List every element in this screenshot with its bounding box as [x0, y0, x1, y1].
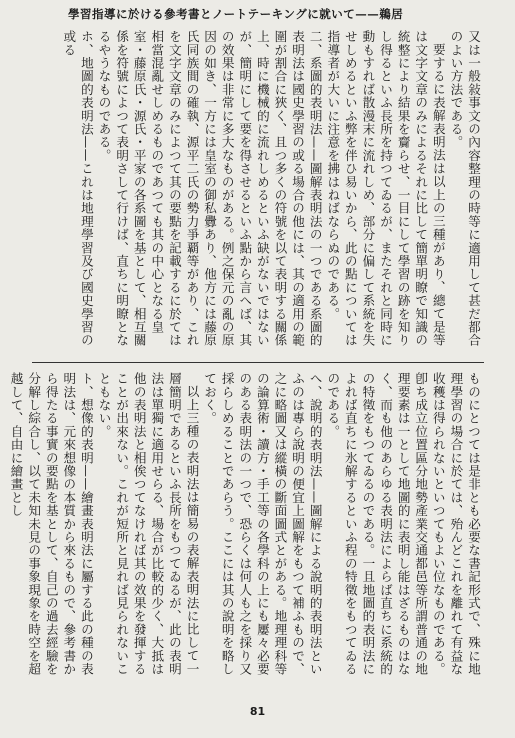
paragraph: ものにとつては是非とも必要な書記形式で、殊に地理學習の場合に於ては、殆んどこれを離れて有益な收穫は得られないといつてもよい位なものである。卽ち成立位置區分地勢產業交通都邑等所謂普通の地理要素は一として地圖的に表明し能はざるものはなく、而も他のあらゆる表明法によらば直ちに系統的の特徵をもつてゐるのである。一且地圖的表明法によれば直ちに氷解するといふ程の特徵をもつてゐるのである。 [325, 372, 481, 676]
paragraph: へ、說明的表明法——圖解による說明的表明法といふのは專ら說明の便宜上圖解をもつて補ふもので、之に略圖又は縱橫の斷面圖式とがある。地理理科等の論算術・讀方・手工等の各學科の上にも屢々必要のある表明法の一つで、恐らくは何人も之を採り又採らしめることであらう。ここには其の說明を略しておく。 [202, 372, 323, 676]
paragraph: ホ、地圖的表明法——これは地理學習及び國史學習の或る [61, 30, 94, 347]
paragraph: 又は一般敍事文の內容整理の時等に適用して甚だ都合のよい方法である。 [448, 30, 481, 347]
page-number: 81 [249, 705, 266, 718]
running-header [0, 4, 515, 22]
running-title: 學習指導に於ける參考書とノートテーキングに就いて——鵜居 [68, 7, 404, 21]
paragraph: 以上三種の表明法は簡易の表解表明法に比して一層簡明であるといふ長所をもつてゐるが、此の表明法は單獨に適用せらる、場合が比較的少く、大抵は他の表明法と相俟つてなければ其の效果を發揮することが出來ない。これが短所と見れば見られないこともない。 [96, 372, 200, 676]
section-divider [32, 362, 484, 363]
paragraph: 要するに表解表明法は以上の三種があり、總て是等は文字文章のみによるそれに比して簡單明瞭で知識の統整により結果を齎らせ、一目にして學習の跡を知りし得るといふ長所を持つてゐるが、またそれと同時に動もすれば散漫末に流れしめ、部分に偏して系統を失せしめるといふ弊を伴ひ易いから、此の點については指導者が大いに注意を拂はねばならぬのである。 [325, 30, 446, 347]
lower-text-block [8, 372, 482, 688]
upper-text-block [30, 30, 482, 350]
paragraph: ト、想像的表明——繪畫表明法に屬する此の種の表明法は、元來想像の本質から來るもので、參考書から得たる事實の要點を基として、自己の過去經驗を分解し綜合し、以て未知未見の事象現象を時空を超越して、自由に繪畫とし [8, 372, 94, 676]
paragraph: 二、系圖的表明法——圖解表明法の一つである系圖的表明法は國史學習の或る場合の他には、其の適用の範圍が割合に狹く、且つ多くの符號を以て表明する關係上、時に機械的に流れしめるといふ缺がないではないが、簡明にして要を得させるといふ點から言へば、其の效果は非常に多大なものがある。例之保元の亂の原因の如き、一方には皇室の御私釁あり、他方には藤原氏同族間の確執、源平二氏の勢力爭覇等があり、これを文字文章のみによつて其の要點を記載するに於ては相當混亂せしめるものであつても其の中心となる皇室・藤原氏・源氏・平家の各系圖を基として、相互關係を符號によつて表明さして行けば、直ちに明瞭となるやうなものである。 [96, 30, 323, 347]
